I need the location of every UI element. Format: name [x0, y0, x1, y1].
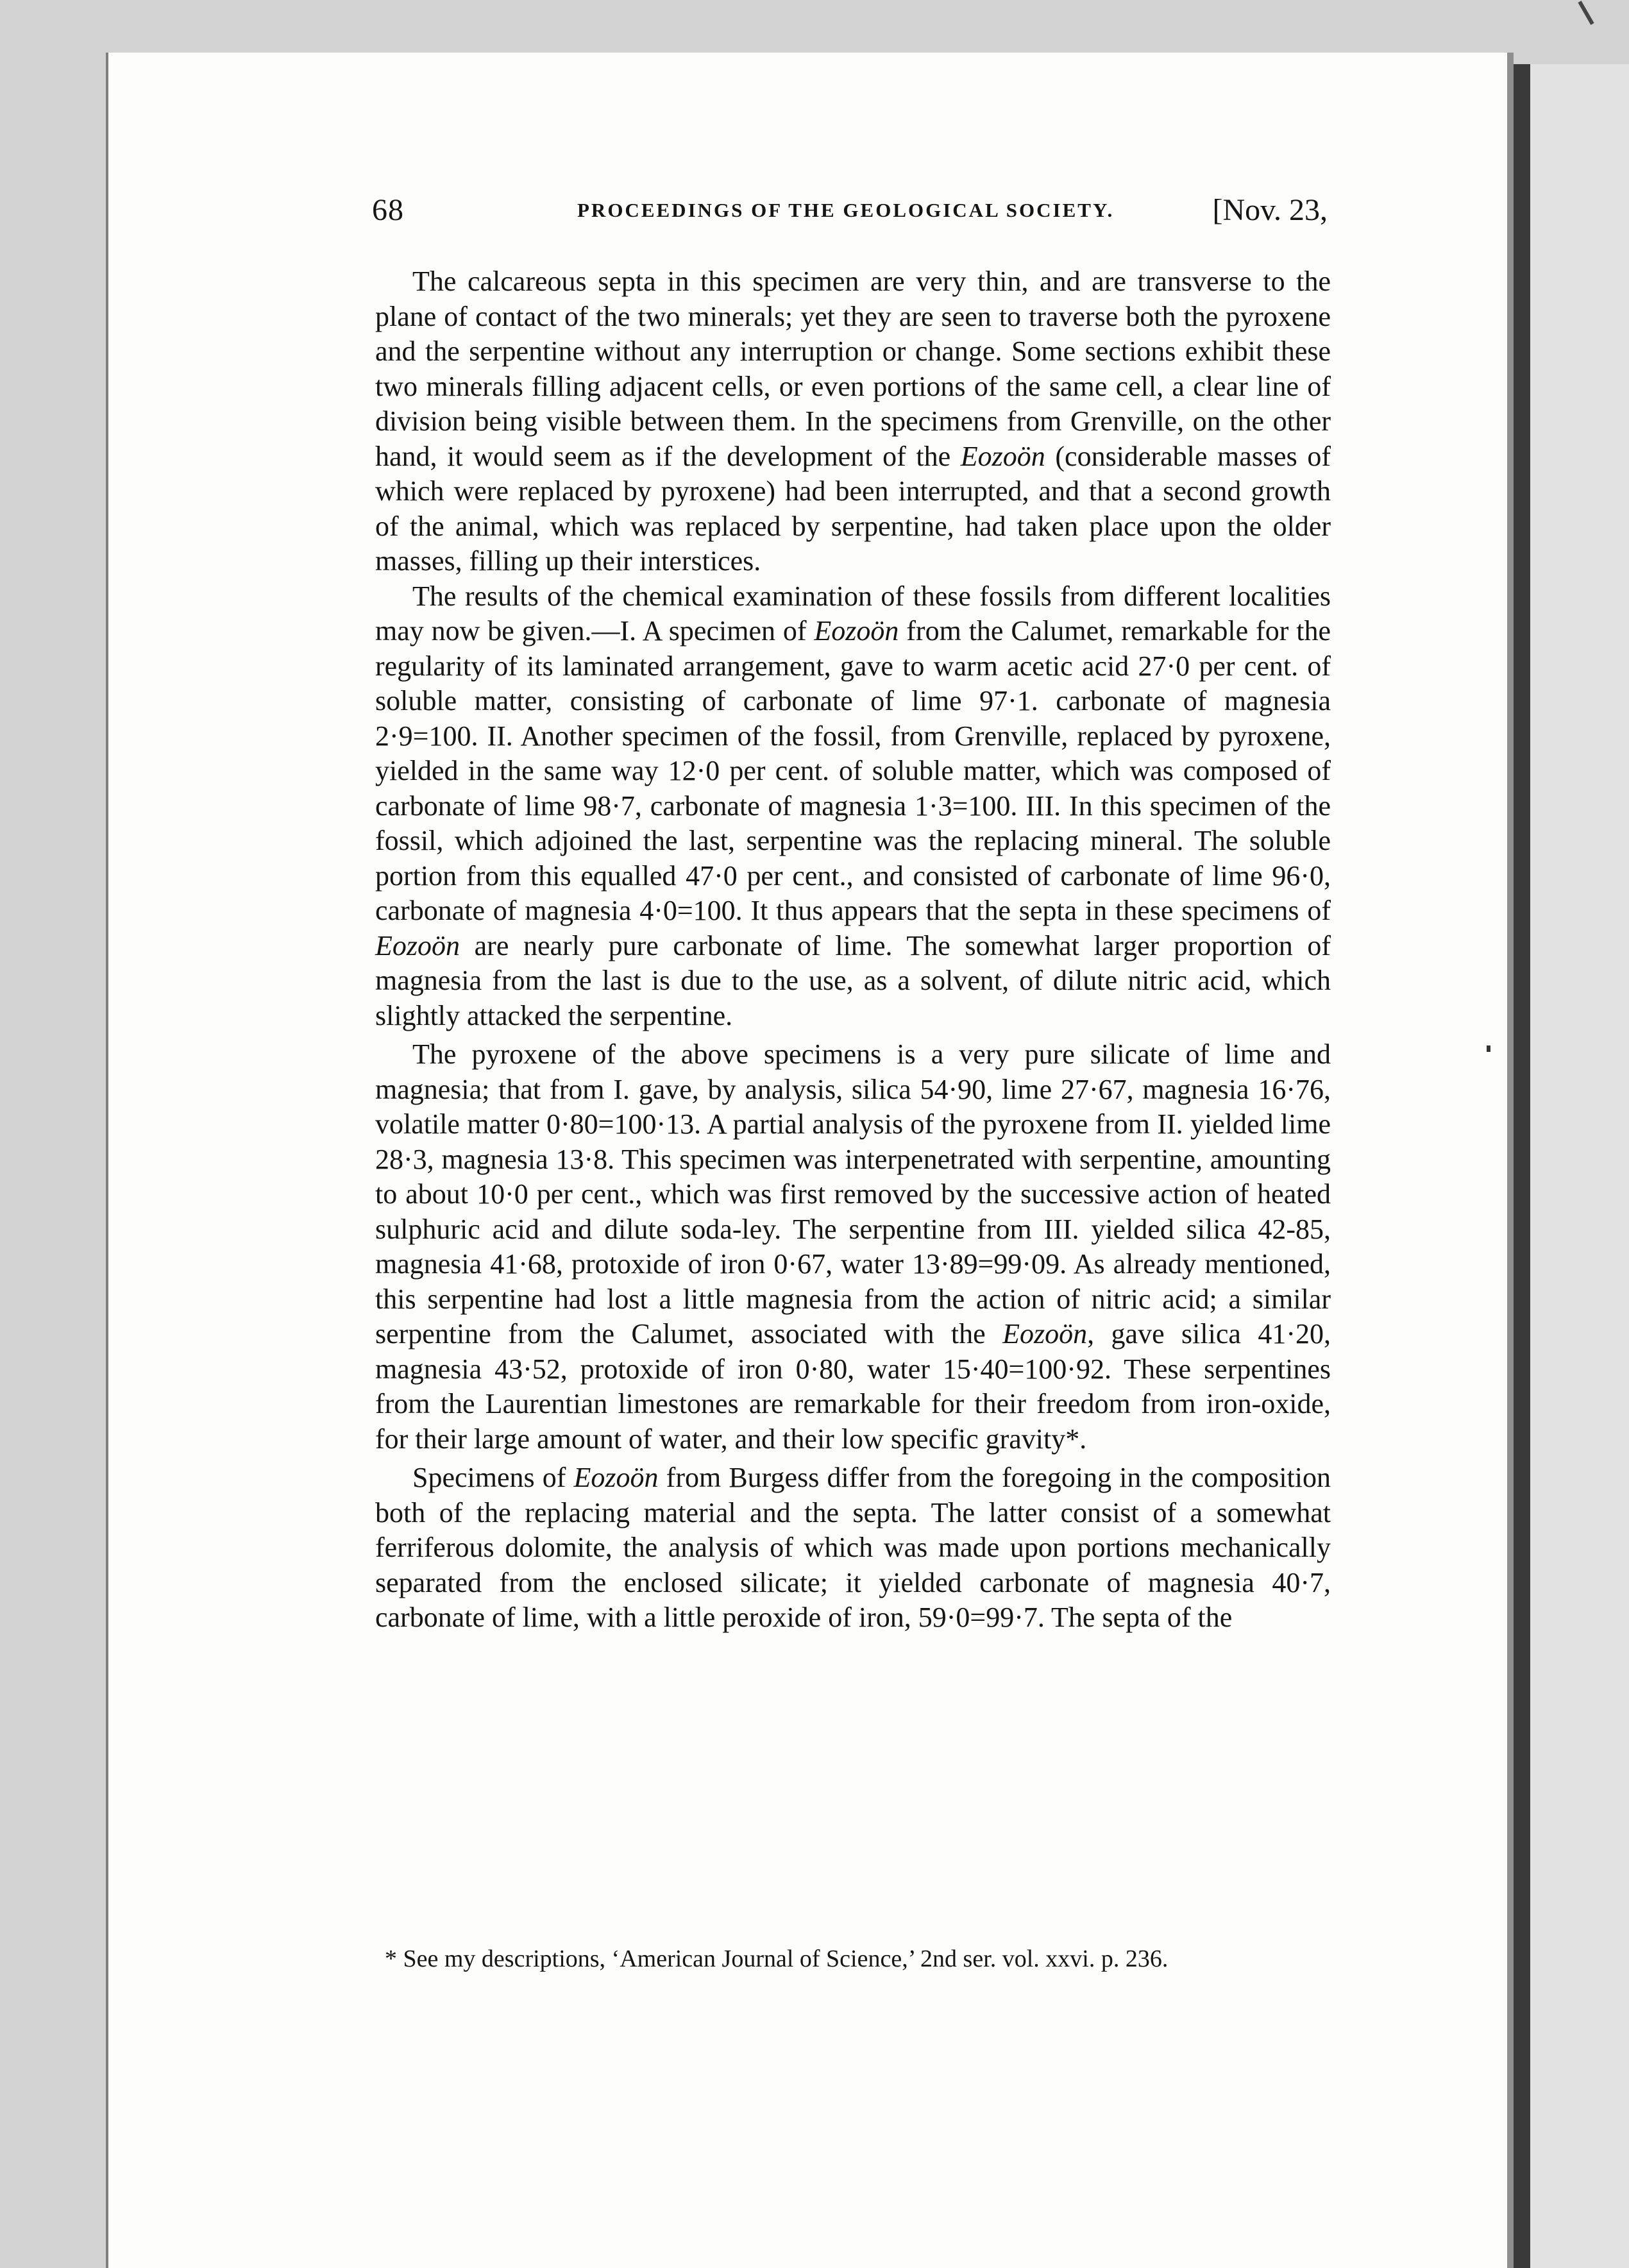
genus-name: Eozoön [1002, 1318, 1088, 1350]
paragraph: Specimens of Eozoön from Burgess differ from the foregoing in the composition both of the replacing material and the septa. The latter consist of a somewhat ferriferous dolomite, the analysis of which was made upon portions mechanically separated from the enclosed silicate; it yielded carbonate of magnesia 40·7, carbonate of lime, with a little peroxide of iron, 59·0=99·7. The septa of the [375, 1462, 1331, 1633]
body-text [375, 264, 1331, 1636]
binding-shadow [1514, 64, 1530, 2268]
next-page-edge [1530, 64, 1629, 2268]
paragraph: The results of the chemical examination of these fossils from different localities may now be given.—I. A specimen of Eozoön from the Calumet, remarkable for the regularity of its laminated arrangement, gave to warm acetic acid 27·0 per cent. of soluble matter, consisting of carbonate of lime 97·1. carbonate of magnesia 2·9=100. II. Another specimen of the fossil, from Grenville, replaced by pyroxene, yielded in the same way 12·0 per cent. of soluble matter, which was composed of carbonate of lime 98·7, carbonate of magnesia 1·3=100. III. In this specimen of the fossil, which adjoined the last, serpentine was the replacing mineral. The soluble portion from this equalled 47·0 per cent., and consisted of carbonate of lime 96·0, carbonate of magnesia 4·0=100. It thus appears that the septa in these specimens of Eozoön are nearly pure carbonate of lime. The somewhat larger proportion of magnesia from the last is due to the use, as a solvent, of dilute nitric acid, which slightly attacked the serpentine. [375, 580, 1331, 1031]
paragraph: The pyroxene of the above specimens is a very pure silicate of lime and magnesia; that from I. gave, by analysis, silica 54·90, lime 27·67, magnesia 16·76, volatile matter 0·80=100·13. A partial analysis of the pyroxene from II. yielded lime 28·3, magnesia 13·8. This specimen was interpenetrated with serpentine, amounting to about 10·0 per cent., which was first removed by the successive action of heated sulphuric acid and dilute soda-ley. The serpentine from III. yielded silica 42-85, magnesia 41·68, protoxide of iron 0·67, water 13·89=99·09. As already mentioned, this serpentine had lost a little magnesia from the action of nitric acid; a similar serpentine from the Calumet, associated with the Eozoön, gave silica 41·20, magnesia 43·52, protoxide of iron 0·80, water 15·40=100·92. These serpentines from the Laurentian limestones are remarkable for their freedom from iron-oxide, for their large amount of water, and their low specific gravity*. [375, 1038, 1331, 1455]
date-reference: [Nov. 23, [1212, 193, 1328, 227]
genus-name: Eozoön [960, 440, 1045, 472]
genus-name: Eozoön [814, 615, 899, 647]
margin-mark [1487, 1045, 1490, 1052]
page-right-edge [1507, 53, 1514, 2268]
page-number: 68 [372, 193, 404, 227]
genus-name: Eozoön [375, 929, 460, 961]
footnote: * See my descriptions, ‘American Journal of Science,’ 2nd ser. vol. xxvi. p. 236. [385, 1945, 1169, 1972]
paragraph: The calcareous septa in this specimen are very thin, and are transverse to the plane of contact of the two minerals; yet they are seen to traverse both the pyroxene and the serpentine without any interruption or change. Some sections exhibit these two minerals filling adjacent cells, or even portions of the same cell, a clear line of division being visible between them. In the specimens from Grenville, on the other hand, it would seem as if the development of the Eozoön (considerable masses of which were replaced by pyroxene) had been interrupted, and that a second growth of the animal, which was replaced by serpentine, had taken place upon the older masses, filling up their interstices. [375, 266, 1331, 577]
running-head: PROCEEDINGS OF THE GEOLOGICAL SOCIETY. [577, 199, 1115, 221]
genus-name: Eozoön [573, 1462, 659, 1493]
page-header [372, 192, 1328, 244]
